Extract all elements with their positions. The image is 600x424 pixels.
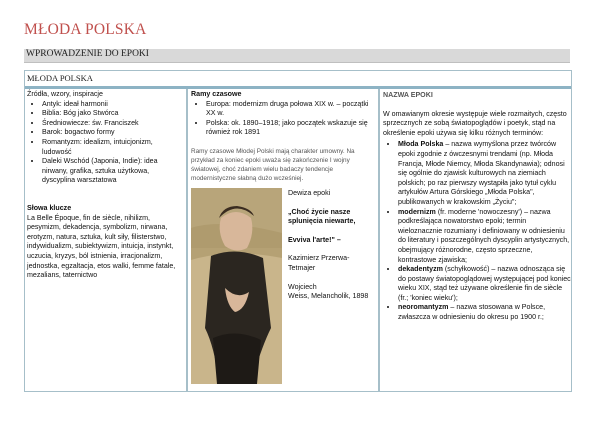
- painting-image: [191, 188, 282, 384]
- section-bar: [24, 49, 570, 63]
- list-item: • Biblia: Bóg jako Stwórca: [42, 109, 183, 119]
- sources-list: [27, 100, 183, 186]
- term-text: – nazwa stosowana w Polsce, zwłaszcza w odniesieniu do okresu po 1900 r.;: [398, 303, 546, 322]
- list-item: [398, 140, 571, 207]
- epoch-name-intro: W omawianym okresie występuje wiele rozmaitych, często sprzecznych ze sobą światopoglądów i poetyk, stąd na określenie epoki używa się kilku różnych terminów:: [383, 109, 567, 137]
- page-title: MŁODA POLSKA: [24, 21, 147, 38]
- term-name: neoromantyzm: [398, 303, 449, 312]
- term-name: dekadentyzm: [398, 265, 443, 274]
- painting-caption-2: Weiss, Melancholik, 1898: [288, 292, 369, 301]
- list-item: • Średniowiecze: św. Franciszek: [42, 119, 183, 129]
- epoch-name-heading: NAZWA EPOKI: [383, 91, 433, 99]
- term-name: Młoda Polska: [398, 140, 444, 149]
- section-title: WPROWADZENIE DO EPOKI: [26, 49, 149, 59]
- list-item: • Daleki Wschód (Japonia, Indie): idea nirwany, grafika, sztuka użytkowa, dyscyplina warsztatowa: [42, 157, 183, 186]
- column-timeframe: [186, 89, 378, 391]
- keywords-text: La Belle Époque, fin de siècle, nihilizm, pesymizm, dekadencja, symbolizm, nirwana, erotyzm, natura, sztuka, kult siły, filisterstwo, indywidualizm, subiektywizm, intuicja, instynkt, uczucia, kryzys, ból istnienia, irracjonalizm, jednostka, egzaltacja, etos walki, femme fatale, mezalians, taternictwo: [27, 213, 176, 280]
- term-name: modernizm: [398, 207, 436, 216]
- table-header: [25, 71, 571, 89]
- term-text: (schyłkowość) – nazwa odnosząca się do postawy światopoglądowej występującej pod koniec wieku XIX, stąd też używane określenie fin de siècle (fr.; 'koniec wieku');: [398, 265, 571, 302]
- painting-caption-1: Wojciech: [288, 282, 317, 291]
- motto-line-2: Evviva l'arte!" –: [288, 235, 341, 244]
- keywords-heading: Słowa klucze: [27, 203, 72, 212]
- sources-heading: Źródła, wzory, inspiracje: [27, 90, 103, 98]
- list-item: • Polska: ok. 1890–1918; jako początek wskazuje się również rok 1891: [206, 119, 375, 138]
- content-table: [24, 70, 572, 392]
- term-text: (fr. moderne 'nowoczesny') – nazwa podkreślająca nowatorstwo epoki; termin wieloznacznie rozumiany i definiowany w odniesieniu do literatury i poszczególnych dyscyplin artystycznych, obejmujący różnorodne, często sprzeczne, kontrastowe zjawiska;: [398, 207, 570, 264]
- list-item: • Antyk: ideał harmonii: [42, 100, 183, 110]
- list-item: [398, 208, 571, 266]
- list-item: [398, 265, 571, 303]
- motto-block: [288, 189, 376, 302]
- motto-label: Dewiza epoki: [288, 189, 331, 197]
- column-sources: [25, 89, 185, 391]
- melancholik-painting: [191, 188, 282, 384]
- motto-author: Kazimierz Przerwa-Tetmajer: [288, 254, 350, 272]
- list-item: • Europa: modernizm druga połowa XIX w. – początki XX w.: [206, 100, 375, 119]
- timeframe-heading: Ramy czasowe: [191, 90, 242, 98]
- list-item: • Romantyzm: idealizm, intuicjonizm, ludowość: [42, 138, 183, 157]
- timeframe-list: [191, 100, 375, 138]
- timeframe-note: Ramy czasowe Młodej Polski mają charakter umowny. Na przykład za koniec epoki uważa się zakończenie I wojny światowej, choć zdaniem wielu badaczy tendencje modernistyczne słabną dużo wcześniej.: [191, 147, 355, 182]
- motto-line-1: „Choć życie nasze splunięcia niewarte,: [288, 207, 356, 226]
- list-item: • Barok: bogactwo formy: [42, 128, 183, 138]
- term-text: – nazwa wymyślona przez twórców epoki zgodnie z ówczesnymi trendami (np. Młoda Francja, Młode Niemcy, Młoda Skandynawia); odnosi się ogólnie do zjawisk kulturowych na ziemiach polskich; po raz pierwszy wystąpiła jako tytuł cyklu artykułów Artura Górskiego „Młoda Polska", publikowanych w krakowskim „Życiu";: [398, 140, 565, 206]
- column-epoch-name: [378, 89, 573, 391]
- table-header-label: MŁODA POLSKA: [27, 73, 93, 83]
- terms-list: [383, 140, 571, 322]
- list-item: [398, 303, 571, 322]
